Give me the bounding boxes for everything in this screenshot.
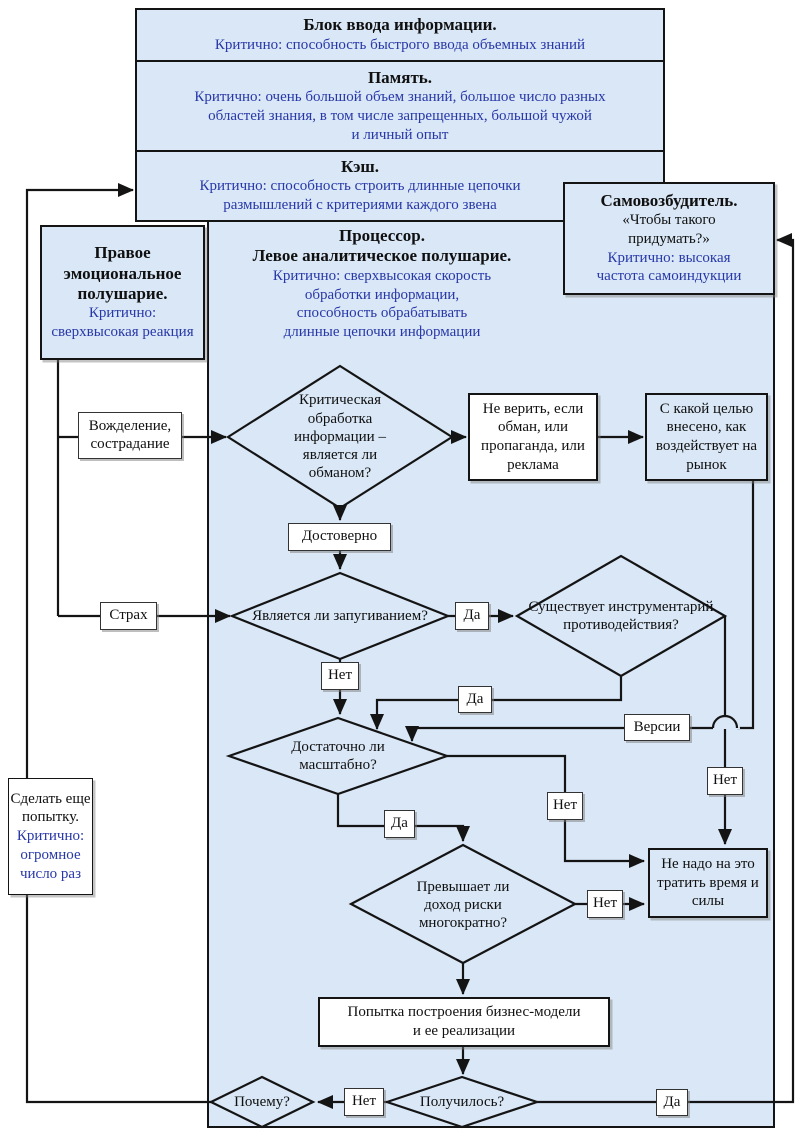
action-not-worth-text: Не надо на это тратить время и силы [657, 855, 759, 910]
block-right-hemisphere [40, 225, 205, 360]
connector-purpose-down [737, 481, 753, 728]
block-retry-critical: Критично: огромное число раз [16, 828, 85, 882]
block-self-exciter-title: Самовозбудитель. [600, 190, 738, 210]
action-attempt-text: Попытка построения бизнес-модели и ее реализации [347, 1004, 581, 1039]
block-processor-header [207, 226, 557, 342]
label-yes-scale: Да [384, 810, 415, 838]
connector-succeeded-yes-exciter [537, 240, 793, 1102]
block-processor-title2: Левое аналитическое полушарие. [252, 246, 512, 266]
block-retry [8, 778, 93, 895]
label-reliable: Достоверно [288, 523, 391, 551]
action-not-believe-text: Не верить, если обман, или пропаганда, или реклама [481, 400, 585, 473]
label-desire: Вожделение, сострадание [78, 412, 182, 459]
block-memory-critical: Критично: очень большой объем знаний, большое число разных областей знания, в том числе запрещенных, большой чужой и личный опыт [194, 89, 606, 143]
label-versions: Версии [624, 714, 690, 741]
connector-scale-no-notworth [447, 756, 644, 861]
block-self-exciter [563, 182, 775, 295]
block-cache-title: Кэш. [340, 157, 380, 177]
decision-is-intimidation: Является ли запугиванием? [252, 607, 428, 624]
label-yes-succeeded: Да [656, 1089, 688, 1116]
label-fear: Страх [100, 602, 157, 630]
label-no-income: Нет [587, 890, 623, 918]
label-yes-intimidation: Да [455, 602, 489, 630]
block-cache-critical: Критично: способность строить длинные цепочки размышлений с критериями каждого звена [199, 178, 521, 214]
block-processor-critical: Критично: сверхвысокая скорость обработки информации, способность обрабатывать длинные цепочки информации [272, 267, 492, 341]
block-self-exciter-quote: «Чтобы такого придумать?» [622, 212, 716, 247]
block-retry-title: Сделать еще попытку. [10, 790, 91, 826]
label-no-scale: Нет [547, 792, 583, 820]
action-attempt [318, 997, 610, 1047]
decision-scale-enough: Достаточно ли масштабно? [291, 738, 385, 773]
decision-is-deception: Критическая обработка информации – является ли обманом? [294, 392, 386, 482]
block-processor-title1: Процессор. [338, 226, 426, 245]
action-purpose [645, 393, 768, 481]
label-no-tools: Нет [707, 767, 743, 795]
block-right-hemisphere-critical: Критично: сверхвысокая реакция [51, 305, 194, 341]
connector-tools-yes-scale [377, 676, 621, 729]
block-memory-title: Память. [367, 67, 433, 87]
decision-tools-exist: Существует инструментарий противодействия? [528, 598, 714, 633]
label-no-succeeded: Нет [344, 1088, 384, 1116]
action-purpose-text: С какой целью внесено, как воздействует на рынок [655, 400, 758, 473]
decision-succeeded: Получилось? [419, 1093, 505, 1110]
block-input-title: Блок ввода информации. [303, 15, 497, 35]
label-no-intimidation: Нет [321, 662, 359, 690]
label-yes-tools: Да [458, 686, 492, 713]
action-not-worth [648, 848, 768, 918]
decision-income-exceeds: Превышает ли доход риски многократно? [416, 878, 510, 932]
decision-why: Почему? [234, 1093, 290, 1110]
block-self-exciter-critical: Критично: высокая частота самоиндукции [596, 249, 742, 285]
block-input-critical: Критично: способность быстрого ввода объемных знаний [214, 36, 586, 53]
block-right-hemisphere-title: Правое эмоциональное полушарие. [63, 243, 182, 303]
action-not-believe [468, 393, 598, 481]
